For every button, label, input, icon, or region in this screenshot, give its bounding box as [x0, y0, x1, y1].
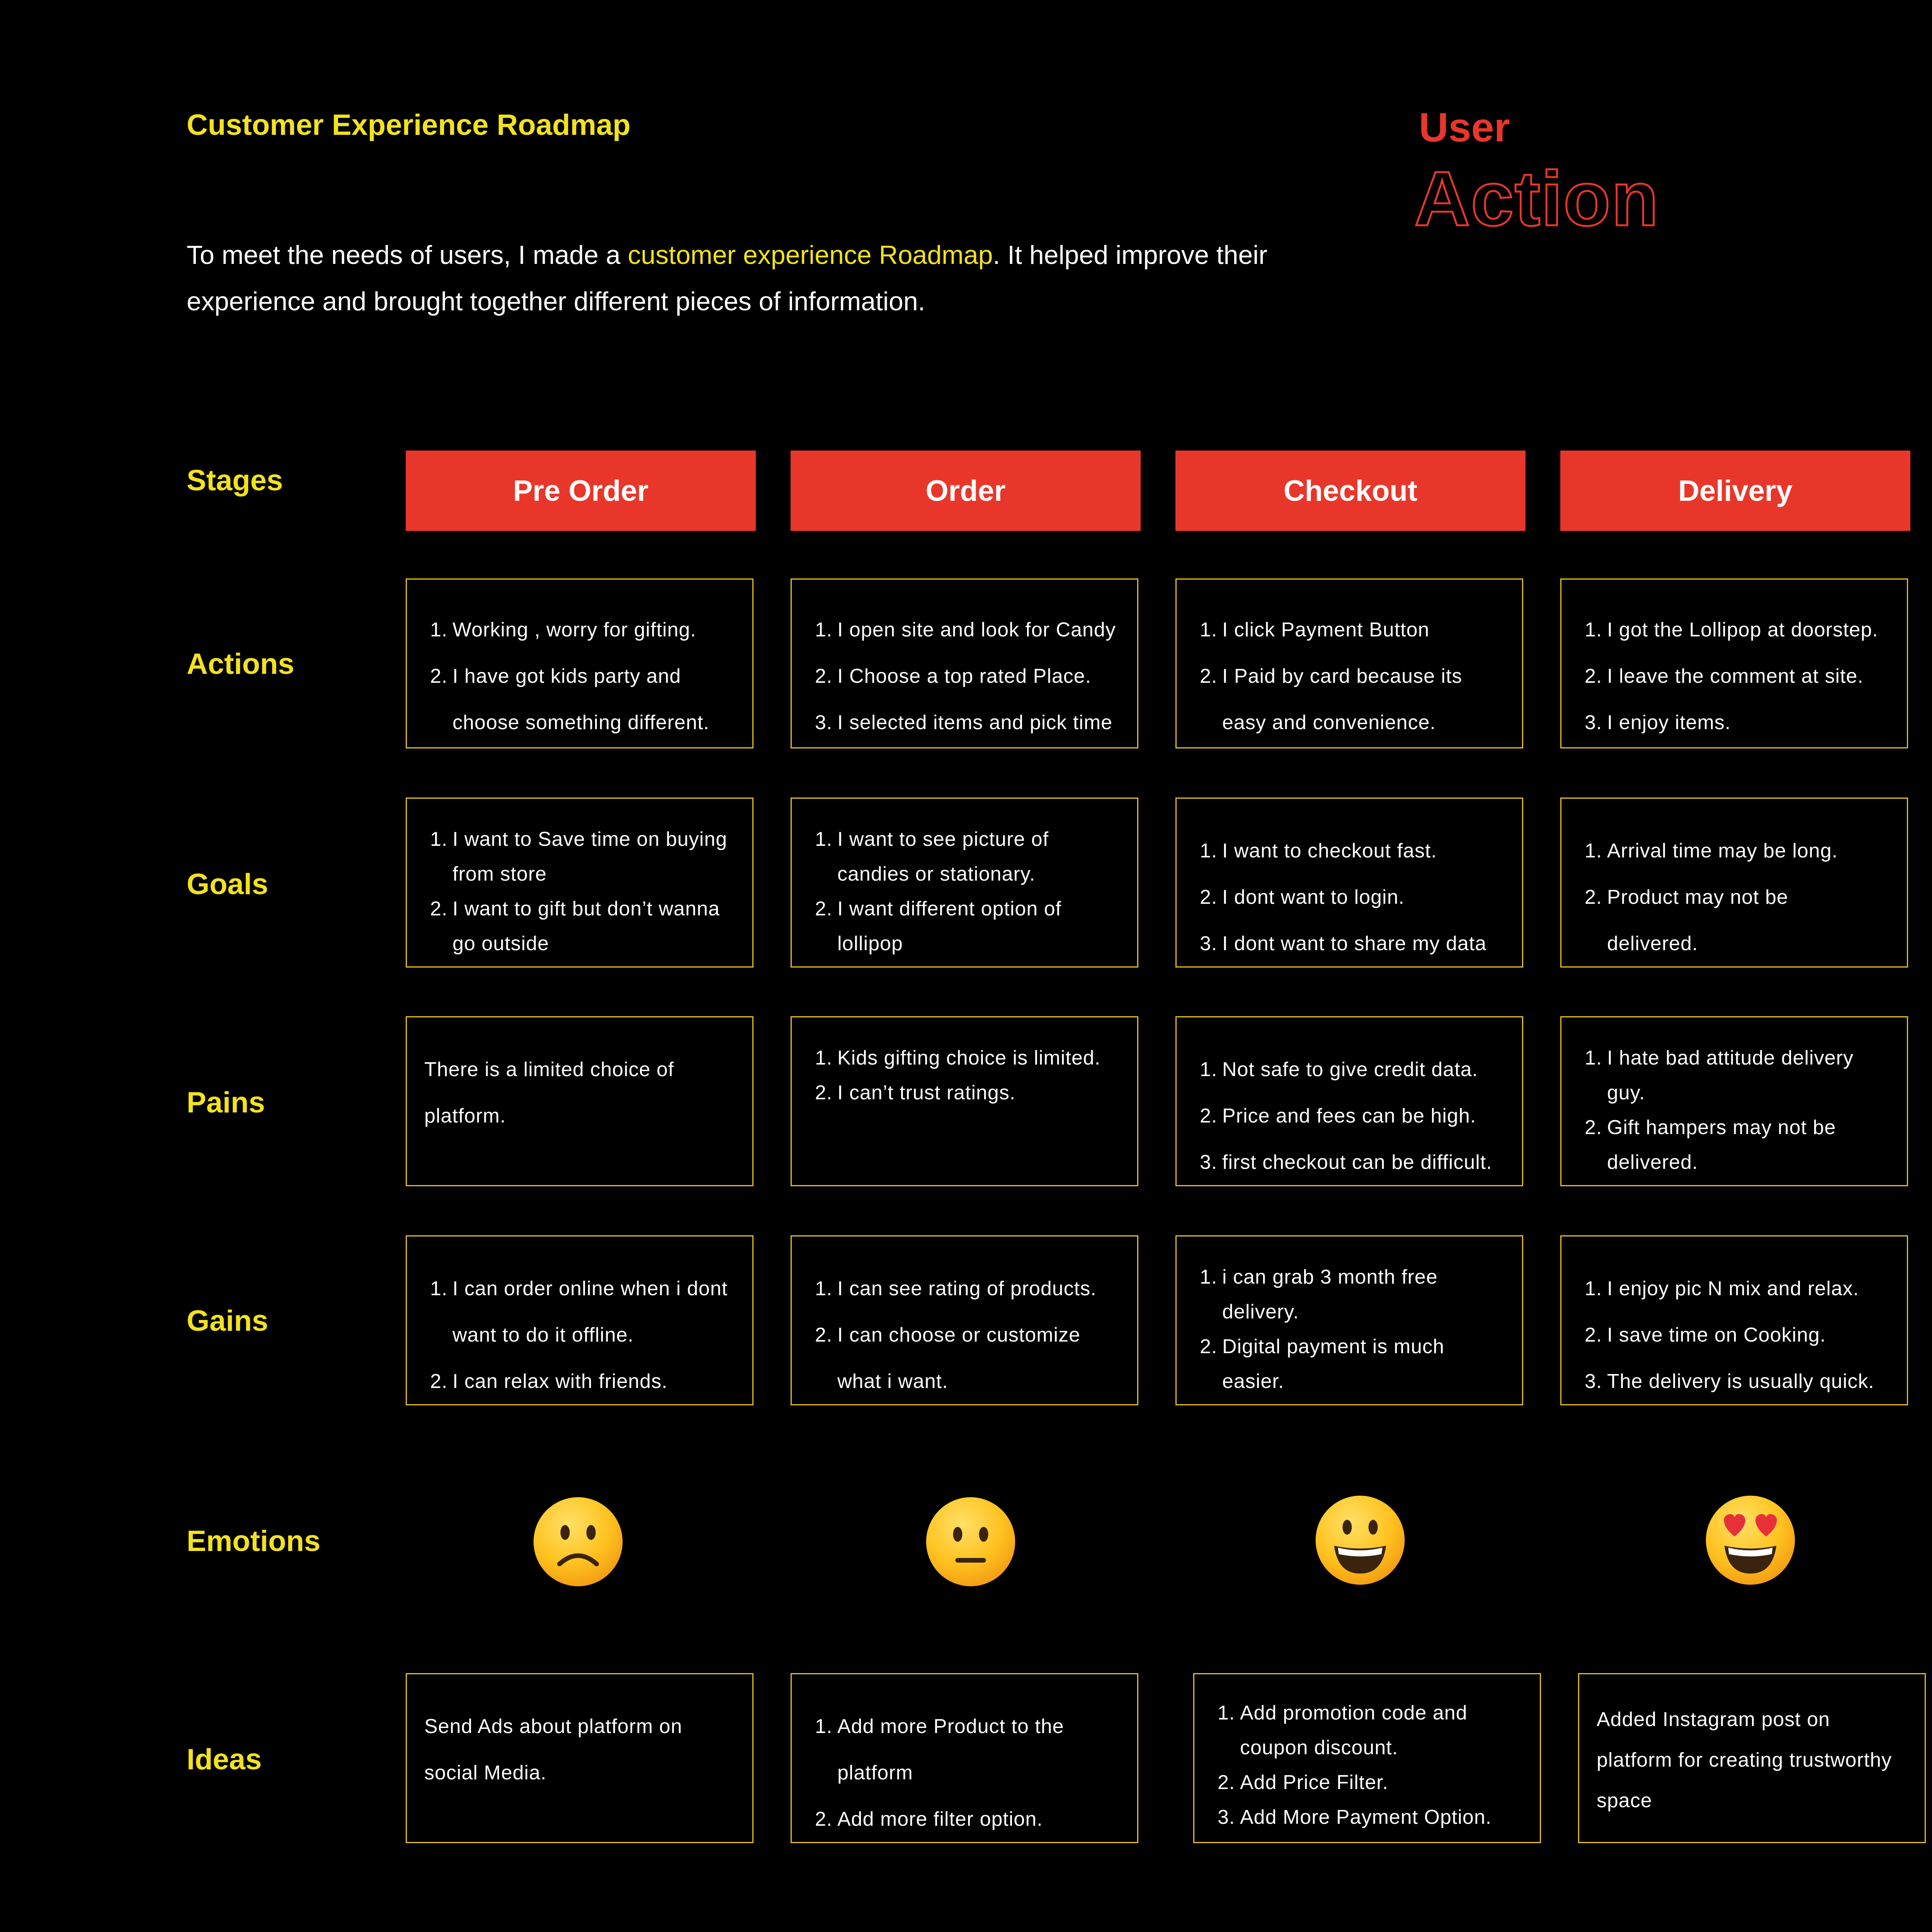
goals-box-pre-order [406, 798, 753, 968]
list-item [430, 891, 729, 961]
list-item-text: I have got kids party and choose something different. [452, 665, 709, 734]
list-number: 2. [1585, 1116, 1602, 1139]
actions-box-checkout [1175, 578, 1523, 748]
list-number: 2. [1200, 665, 1218, 687]
list-number: 1. [1218, 1702, 1235, 1724]
list-item [1218, 1696, 1524, 1765]
list-item [815, 1041, 1122, 1075]
list-item-text: I want to see picture of candies or stationary. [837, 828, 1049, 885]
list-item-text: Kids gifting choice is limited. [837, 1047, 1101, 1069]
list-number: 3. [1200, 1151, 1218, 1173]
list-item-text: The delivery is usually quick. [1607, 1370, 1874, 1393]
list-item-text: i can grab 3 month free delivery. [1222, 1266, 1438, 1323]
list-number: 2. [1218, 1771, 1235, 1794]
list-item [430, 822, 729, 891]
list-number: 2. [815, 1808, 833, 1830]
list-item [815, 822, 1114, 891]
list-item [1218, 1800, 1524, 1835]
pains-box-checkout [1175, 1016, 1523, 1186]
gains-box-order [791, 1235, 1138, 1405]
list-number: 1. [815, 828, 833, 850]
list-number: 2. [1200, 1105, 1218, 1127]
list-item [1200, 874, 1507, 920]
list-number: 3. [1200, 932, 1218, 955]
list-item-text: Add More Payment Option. [1240, 1806, 1492, 1828]
list-item-text: Digital payment is much easier. [1222, 1335, 1444, 1393]
list-number: 3. [1585, 1370, 1602, 1393]
list-item [1585, 1265, 1891, 1312]
list-item [1200, 653, 1507, 746]
heart-eyes-face-icon [1704, 1494, 1797, 1587]
list-number: 2. [815, 898, 833, 920]
list-number: 1. [815, 1047, 833, 1069]
list-item [1200, 1093, 1507, 1139]
row-label-gains: Gains [187, 1304, 269, 1337]
row-label-goals: Goals [187, 868, 269, 901]
list-number: 1. [815, 1277, 833, 1300]
list-item-text: I save time on Cooking. [1607, 1324, 1826, 1346]
ideas-text-delivery: Added Instagram post on platform for creating trustworthy space [1597, 1708, 1892, 1812]
pains-text-pre-order: There is a limited choice of platform. [424, 1058, 674, 1127]
list-item-text: I click Payment Button [1222, 619, 1430, 641]
list-number: 1. [1200, 1058, 1218, 1081]
list-item-text: Add more Product to the platform [837, 1715, 1064, 1784]
list-item [430, 1265, 729, 1358]
row-label-actions: Actions [187, 648, 294, 680]
action-heading: Action [1414, 156, 1660, 242]
list-number: 1. [1200, 619, 1218, 641]
list-item-text: I dont want to login. [1222, 886, 1405, 908]
list-item [1200, 920, 1507, 967]
list-item [1200, 828, 1507, 874]
list-number: 1. [430, 619, 448, 641]
list-item [1200, 1329, 1499, 1399]
list-item [1585, 1041, 1884, 1110]
goals-box-delivery [1560, 798, 1908, 968]
list-item [1585, 874, 1884, 967]
list-number: 2. [815, 1082, 833, 1104]
list-item-text: I Choose a top rated Place. [837, 665, 1092, 687]
list-item [815, 891, 1114, 961]
intro-paragraph [187, 232, 1307, 325]
list-number: 2. [1585, 886, 1602, 908]
list-item-text: Add Price Filter. [1240, 1771, 1389, 1794]
neutral-face-icon [924, 1495, 1017, 1588]
gains-box-pre-order [406, 1235, 753, 1405]
list-number: 2. [815, 1324, 833, 1346]
grinning-face-icon [1314, 1494, 1406, 1587]
frowning-face-icon [532, 1495, 624, 1588]
list-item [815, 1265, 1114, 1312]
list-item [815, 699, 1126, 746]
intro-highlight: customer experience Roadmap [628, 240, 993, 270]
list-item-text: I got the Lollipop at doorstep. [1607, 619, 1878, 641]
list-number: 1. [1585, 1047, 1602, 1069]
row-label-emotions: Emotions [187, 1525, 321, 1558]
list-item-text: I leave the comment at site. [1607, 665, 1864, 687]
list-item [1200, 1260, 1499, 1329]
list-number: 2. [1585, 665, 1602, 687]
list-number: 1. [815, 619, 833, 641]
list-item [815, 1075, 1122, 1110]
gains-box-delivery [1560, 1235, 1908, 1405]
ideas-text-pre-order: Send Ads about platform on social Media. [424, 1715, 682, 1784]
list-item-text: I want different option of lollipop [837, 898, 1062, 955]
ideas-box-checkout [1193, 1673, 1541, 1843]
ideas-box-delivery [1578, 1673, 1926, 1843]
list-item [1585, 1358, 1891, 1405]
list-item [815, 1796, 1114, 1842]
actions-box-delivery [1560, 578, 1908, 748]
list-item-text: I can choose or customize what i want. [837, 1324, 1081, 1393]
list-item [1585, 828, 1884, 874]
list-item-text: I want to checkout fast. [1222, 840, 1437, 862]
list-item-text: I open site and look for Candy [837, 619, 1116, 641]
list-item [1218, 1765, 1524, 1800]
pains-box-pre-order [406, 1016, 753, 1186]
list-item [430, 1358, 729, 1405]
list-item-text: Arrival time may be long. [1607, 840, 1838, 862]
list-item-text: I can order online when i dont want to do it offline. [452, 1277, 728, 1346]
list-number: 1. [815, 1715, 833, 1738]
list-item [430, 653, 729, 746]
list-number: 2. [1200, 886, 1218, 908]
list-item [1200, 1046, 1507, 1093]
stage-checkout: Checkout [1175, 451, 1526, 531]
list-number: 1. [1585, 619, 1602, 641]
gains-box-checkout [1175, 1235, 1523, 1405]
list-number: 3. [815, 711, 833, 734]
list-item-text: Product may not be delivered. [1607, 886, 1788, 955]
goals-box-order [791, 798, 1138, 968]
list-item [815, 1312, 1114, 1405]
list-number: 3. [1585, 711, 1602, 734]
list-number: 2. [430, 898, 448, 920]
list-number: 1. [1585, 840, 1602, 862]
list-item-text: Gift hampers may not be delivered. [1607, 1116, 1836, 1173]
list-item-text: I Paid by card because its easy and convenience. [1222, 665, 1463, 734]
list-item [1200, 1139, 1507, 1185]
list-number: 2. [430, 1370, 448, 1393]
list-item [1200, 607, 1507, 653]
list-item [815, 607, 1126, 653]
list-item-text: I want to gift but don’t wanna go outside [452, 898, 720, 955]
list-item-text: I can see rating of products. [837, 1277, 1097, 1300]
stage-delivery: Delivery [1560, 451, 1910, 531]
stage-order: Order [791, 451, 1141, 531]
list-item-text: I can’t trust ratings. [837, 1082, 1016, 1104]
actions-box-order [791, 578, 1138, 748]
list-item-text: Add more filter option. [837, 1808, 1043, 1830]
list-item-text: I dont want to share my data [1222, 932, 1487, 955]
list-item-text: Working , worry for gifting. [452, 619, 697, 641]
pains-box-order [791, 1016, 1138, 1186]
list-item-text: I want to Save time on buying from store [452, 828, 728, 885]
list-number: 3. [1218, 1806, 1235, 1828]
list-number: 1. [1585, 1277, 1602, 1300]
list-item [1585, 1312, 1891, 1358]
row-label-ideas: Ideas [187, 1743, 262, 1776]
list-number: 2. [1200, 1335, 1218, 1358]
list-item-text: I enjoy pic N mix and relax. [1607, 1277, 1859, 1300]
list-number: 2. [1585, 1324, 1602, 1346]
list-number: 2. [430, 665, 448, 687]
list-item-text: I selected items and pick time [837, 711, 1113, 734]
list-number: 1. [430, 828, 448, 850]
list-item-text: first checkout can be difficult. [1222, 1151, 1492, 1173]
row-label-stages: Stages [187, 464, 283, 497]
list-item [430, 607, 729, 653]
list-item [815, 1703, 1114, 1796]
stage-pre-order: Pre Order [406, 451, 756, 531]
list-number: 1. [430, 1277, 448, 1300]
goals-box-checkout [1175, 798, 1523, 968]
list-item-text: Not safe to give credit data. [1222, 1058, 1478, 1081]
list-number: 2. [815, 665, 833, 687]
list-item-text: I hate bad attitude delivery guy. [1607, 1047, 1854, 1104]
list-item-text: I enjoy items. [1607, 711, 1731, 734]
intro-text-start: To meet the needs of users, I made a [187, 240, 628, 270]
list-number: 1. [1200, 840, 1218, 862]
ideas-box-order [791, 1673, 1138, 1843]
list-item [1585, 653, 1891, 699]
actions-box-pre-order [406, 578, 753, 748]
section-title: Customer Experience Roadmap [187, 109, 631, 141]
list-item [1585, 699, 1891, 746]
list-item-text: Add promotion code and coupon discount. [1240, 1702, 1468, 1759]
intro-text-end: . It helped improve their experience and brought together different pieces of information. [187, 240, 1268, 316]
list-item [1585, 1110, 1884, 1180]
ideas-box-pre-order [406, 1673, 753, 1843]
list-item-text: I can relax with friends. [452, 1370, 668, 1393]
list-item [815, 653, 1126, 699]
pains-box-delivery [1560, 1016, 1908, 1186]
list-number: 1. [1200, 1266, 1218, 1288]
user-heading: User [1419, 105, 1510, 150]
list-item-text: Price and fees can be high. [1222, 1105, 1476, 1127]
list-item [1585, 607, 1891, 653]
row-label-pains: Pains [187, 1086, 265, 1119]
